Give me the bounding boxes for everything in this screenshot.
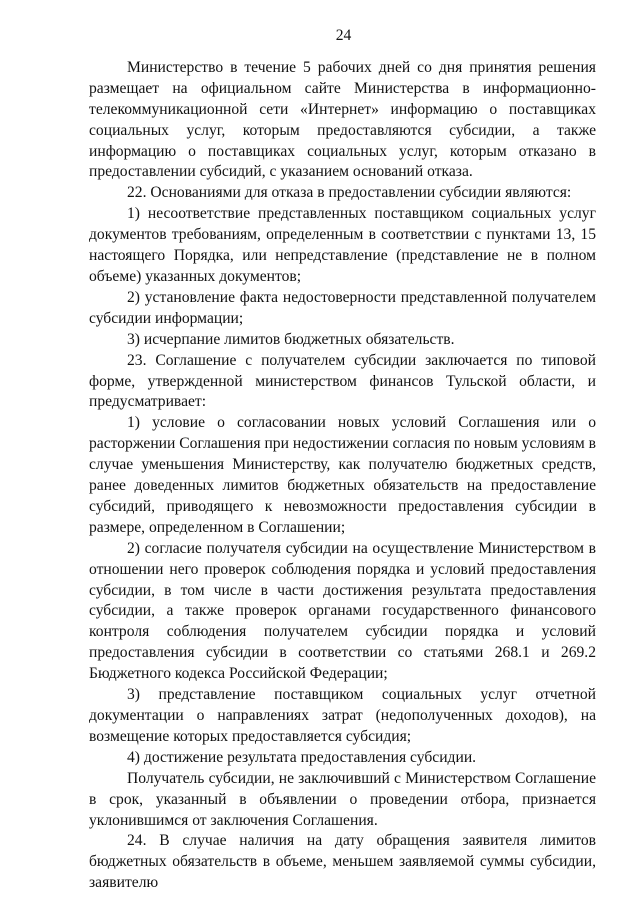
paragraph-23-item-1: 1) условие о согласовании новых условий Соглашения или о расторжении Соглашения при недостижении согласия по новым условиям в случае уменьшения Министерству, как получателю бюджетных средств, ранее доведенных лимитов бюджетных обязательств на предоставление субсидий, приводящего к невозможности предоставления субсидии в размере, определенном в Соглашении;: [89, 414, 596, 536]
paragraph-23-heading: 23. Соглашение с получателем субсидии заключается по типовой форме, утвержденной министерством финансов Тульской области, и предусматривает:: [89, 351, 596, 411]
paragraph-22-item-2: 2) установление факта недостоверности представленной получателем субсидии информации;: [89, 288, 596, 327]
paragraph-22-item-1: 1) несоответствие представленных поставщиком социальных услуг документов требованиям, определенным в соответствии с пунктами 13, 15 настоящего Порядка, или непредставление (представление не в полном объеме) указанных документов;: [89, 205, 596, 285]
paragraph-23-item-3: 3) представление поставщиком социальных услуг отчетной документации о направлениях затрат (недополученных доходов), на возмещение которых предоставляется субсидия;: [89, 686, 596, 745]
page-number: 24: [335, 27, 352, 44]
paragraph-24: 24. В случае наличия на дату обращения заявителя лимитов бюджетных обязательств в объеме, меньшем заявляемой суммы субсидии, заявителю: [89, 832, 596, 892]
paragraph-22-heading: 22. Основаниями для отказа в предоставлении субсидии являются:: [127, 184, 572, 202]
paragraph-22-item-3: 3) исчерпание лимитов бюджетных обязательств.: [127, 330, 455, 348]
paragraph-23-item-2: 2) согласие получателя субсидии на осуществление Министерством в отношении него проверок соблюдения порядка и условий предоставления субсидии, в том числе в части достижения результата предоставления субсидии, а также проверок органами государственного финансового контроля соблюдения получателем субсидии порядка и условий предоставления субсидии в соответствии со статьями 268.1 и 269.2 Бюджетного кодекса Российской Федерации;: [89, 539, 596, 683]
paragraph-evasion-rule: Получатель субсидии, не заключивший с Министерством Соглашение в срок, указанный в объявлении о проведении отбора, признается уклонившимся от заключения Соглашения.: [89, 769, 596, 829]
paragraph-publication-notice: Министерство в течение 5 рабочих дней со дня принятия решения размещает на официальном сайте Министерства в информационно-телекоммуникационной сети «Интернет» информацию о поставщиках социальных услуг, которым предоставляются субсидии, а также информацию о поставщиках социальных услуг, которым отказано в предоставлении субсидий, с указанием оснований отказа.: [89, 58, 596, 181]
paragraph-23-item-4: 4) достижение результата предоставления субсидии.: [127, 748, 477, 766]
